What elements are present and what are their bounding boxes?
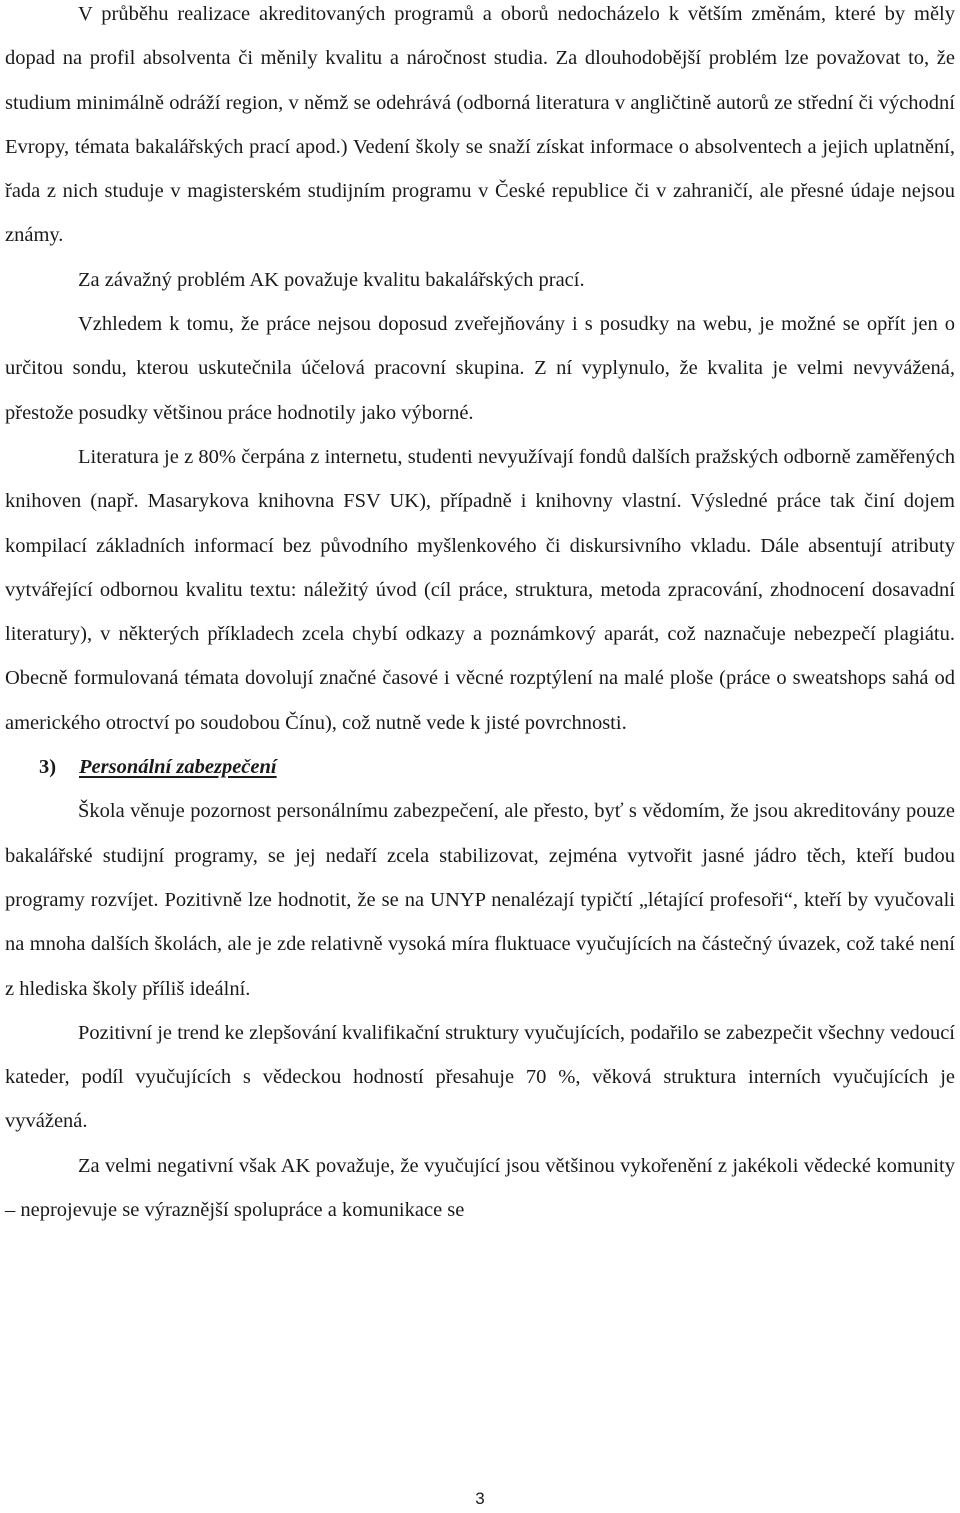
document-body: [5, 0, 955, 1232]
paragraph-thesis-survey: Vzhledem k tomu, že práce nejsou doposud zveřejňovány i s posudky na webu, je možné se opřít jen o určitou sondu, kterou uskutečnila účelová pracovní skupina. Z ní vyplynulo, že kvalita je velmi nevyvážená, přestože posudky většinou práce hodnotily jako výborné.: [5, 313, 955, 424]
paragraph-staffing: Škola věnuje pozornost personálnímu zabezpečení, ale přesto, byť s vědomím, že jsou akreditovány pouze bakalářské studijní programy, se jej nedaří zcela stabilizovat, zejména vytvořit jasné jádro těch, kteří budou programy rozvíjet. Pozitivně lze hodnotit, že se na UNYP nenalézají typičtí „létající profesoři“, kteří by vyučovali na mnoha dalších školách, ale je zde relativně vysoká míra fluktuace vyučujících na částečný úvazek, což také není z hlediska školy příliš ideální.: [5, 800, 955, 1000]
section-heading: [5, 745, 955, 789]
paragraph-research-community: Za velmi negativní však AK považuje, že vyučující jsou většinou vykořenění z jakékoli vědecké komunity – neprojevuje se výraznější spolupráce a komunikace se: [5, 1154, 955, 1222]
paragraph-study-profile: V průběhu realizace akreditovaných programů a oborů nedocházelo k větším změnám, které by měly dopad na profil absolventa či měnily kvalitu a náročnost studia. Za dlouhodobější problém lze považovat to, že studium minimálně odráží region, v němž se odehrává (odborná literatura v angličtině autorů ze střední či východní Evropy, témata bakalářských prací apod.) Vedení školy se snaží získat informace o absolventech a jejich uplatnění, řada z nich studuje v magisterském studijním programu v České republice či v zahraničí, ale přesné údaje nejsou známy.: [5, 3, 955, 247]
paragraph-thesis-literature: Literatura je z 80% čerpána z internetu, studenti nevyužívají fondů dalších pražských odborně zaměřených knihoven (např. Masarykova knihovna FSV UK), případně i knihovny vlastní. Výsledné práce tak činí dojem kompilací základních informací bez původního myšlenkového či diskursivního vkladu. Dále absentují atributy vytvářející odbornou kvalitu textu: náležitý úvod (cíl práce, struktura, metoda zpracování, zhodnocení dosavadní literatury), v některých příkladech zcela chybí odkazy a poznámkový aparát, což naznačuje nebezpečí plagiátu. Obecně formulovaná témata dovolují značné časové i věcné rozptýlení na malé ploše (práce o sweatshops sahá od amerického otroctví po soudobou Čínu), což nutně vede k jisté povrchnosti.: [5, 445, 955, 734]
page-number: 3: [475, 1489, 485, 1508]
paragraph-qualification-trend: Pozitivní je trend ke zlepšování kvalifikační struktury vyučujících, podařilo se zabezpečit všechny vedoucí kateder, podíl vyučujících s vědeckou hodností přesahuje 70 %, věková struktura interních vyučujících je vyvážená.: [5, 1021, 955, 1133]
section-number: 3): [39, 756, 57, 779]
section-title: Personální zabezpečení: [79, 756, 277, 779]
paragraph-thesis-quality-problem: Za závažný problém AK považuje kvalitu bakalářských prací.: [78, 268, 585, 291]
